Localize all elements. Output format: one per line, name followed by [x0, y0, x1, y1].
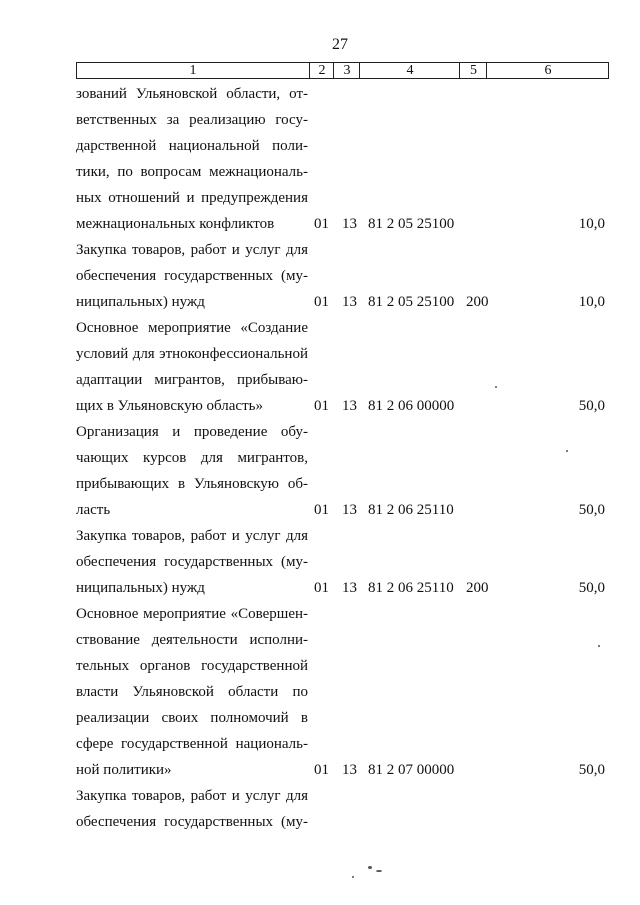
- table-row: [76, 237, 616, 315]
- target-article-code: 81 2 05 25100: [368, 294, 455, 310]
- description-line: Закупка товаров, работ и услуг для: [76, 242, 308, 258]
- section-code: 01: [314, 216, 329, 232]
- amount-value: 10,0: [578, 294, 605, 310]
- amount-value: 10,0: [578, 216, 605, 232]
- amount-value: 50,0: [578, 398, 605, 414]
- row-description: [76, 523, 308, 601]
- table-row: [76, 523, 616, 601]
- amount-value: 50,0: [578, 502, 605, 518]
- description-line: чающих курсов для мигрантов,: [76, 450, 308, 466]
- section-code: 01: [314, 580, 329, 596]
- table-row: [76, 783, 616, 835]
- description-line: адаптации мигрантов, прибываю-: [76, 372, 308, 388]
- target-article-code: 81 2 05 25100: [368, 216, 455, 232]
- row-description: [76, 237, 308, 315]
- description-line: тики, по вопросам межнациональ-: [76, 164, 308, 180]
- description-line: щих в Ульяновскую область»: [76, 398, 263, 414]
- scan-speck: [352, 876, 354, 878]
- scan-speck: [566, 450, 568, 452]
- description-line: ласть: [76, 502, 111, 518]
- amount-value: 50,0: [578, 580, 605, 596]
- header-col-1: 1: [189, 63, 197, 78]
- description-line: прибывающих в Ульяновскую об-: [76, 476, 308, 492]
- description-line: Закупка товаров, работ и услуг для: [76, 788, 308, 804]
- scan-speck: [598, 645, 600, 647]
- description-line: обеспечения государственных (му-: [76, 268, 308, 284]
- description-line: сфере государственной националь-: [76, 736, 308, 752]
- description-line: дарственной национальной поли-: [76, 138, 308, 154]
- header-col-2: 2: [309, 63, 334, 78]
- description-line: Закупка товаров, работ и услуг для: [76, 528, 308, 544]
- table-row: [76, 601, 616, 783]
- section-code: 01: [314, 294, 329, 310]
- subsection-code: 13: [342, 398, 357, 414]
- target-article-code: 81 2 06 25110: [368, 502, 454, 518]
- header-col-4: 4: [359, 63, 460, 78]
- scan-speck: [495, 386, 497, 388]
- description-line: условий для этноконфессиональной: [76, 346, 308, 362]
- subsection-code: 13: [342, 216, 357, 232]
- description-line: обеспечения государственных (му-: [76, 554, 308, 570]
- description-line: ниципальных) нужд: [76, 294, 205, 310]
- expense-type-code: 200: [466, 580, 489, 596]
- scan-speck: [368, 866, 372, 869]
- table-row: [76, 419, 616, 523]
- description-line: Основное мероприятие «Совершен-: [76, 606, 308, 622]
- row-description: [76, 419, 308, 523]
- description-line: Организация и проведение обу-: [76, 424, 308, 440]
- subsection-code: 13: [342, 762, 357, 778]
- description-line: ветственных за реализацию госу-: [76, 112, 308, 128]
- section-code: 01: [314, 762, 329, 778]
- description-line: ных отношений и предупреждения: [76, 190, 308, 206]
- header-col-5: 5: [459, 63, 487, 78]
- row-description: [76, 315, 308, 419]
- description-line: обеспечения государственных (му-: [76, 814, 308, 830]
- target-article-code: 81 2 07 00000: [368, 762, 455, 778]
- target-article-code: 81 2 06 00000: [368, 398, 455, 414]
- subsection-code: 13: [342, 580, 357, 596]
- row-description: [76, 601, 308, 783]
- description-line: тельных органов государственной: [76, 658, 308, 674]
- table-header: [76, 62, 609, 79]
- row-description: [76, 81, 308, 237]
- description-line: ствование деятельности исполни-: [76, 632, 308, 648]
- header-col-3: 3: [333, 63, 360, 78]
- description-line: власти Ульяновской области по: [76, 684, 308, 700]
- scan-speck: [376, 870, 382, 872]
- expense-type-code: 200: [466, 294, 489, 310]
- description-line: ной политики»: [76, 762, 172, 778]
- description-line: зований Ульяновской области, от-: [76, 86, 308, 102]
- table-row: [76, 315, 616, 419]
- description-line: межнациональных конфликтов: [76, 216, 275, 232]
- target-article-code: 81 2 06 25110: [368, 580, 454, 596]
- description-line: реализации своих полномочий в: [76, 710, 308, 726]
- subsection-code: 13: [342, 294, 357, 310]
- section-code: 01: [314, 502, 329, 518]
- header-col-6: 6: [486, 63, 609, 78]
- description-line: ниципальных) нужд: [76, 580, 205, 596]
- subsection-code: 13: [342, 502, 357, 518]
- row-description: [76, 783, 308, 835]
- table-row: [76, 81, 616, 237]
- description-line: Основное мероприятие «Создание: [76, 320, 308, 336]
- page-number: 27: [332, 36, 348, 53]
- section-code: 01: [314, 398, 329, 414]
- amount-value: 50,0: [578, 762, 605, 778]
